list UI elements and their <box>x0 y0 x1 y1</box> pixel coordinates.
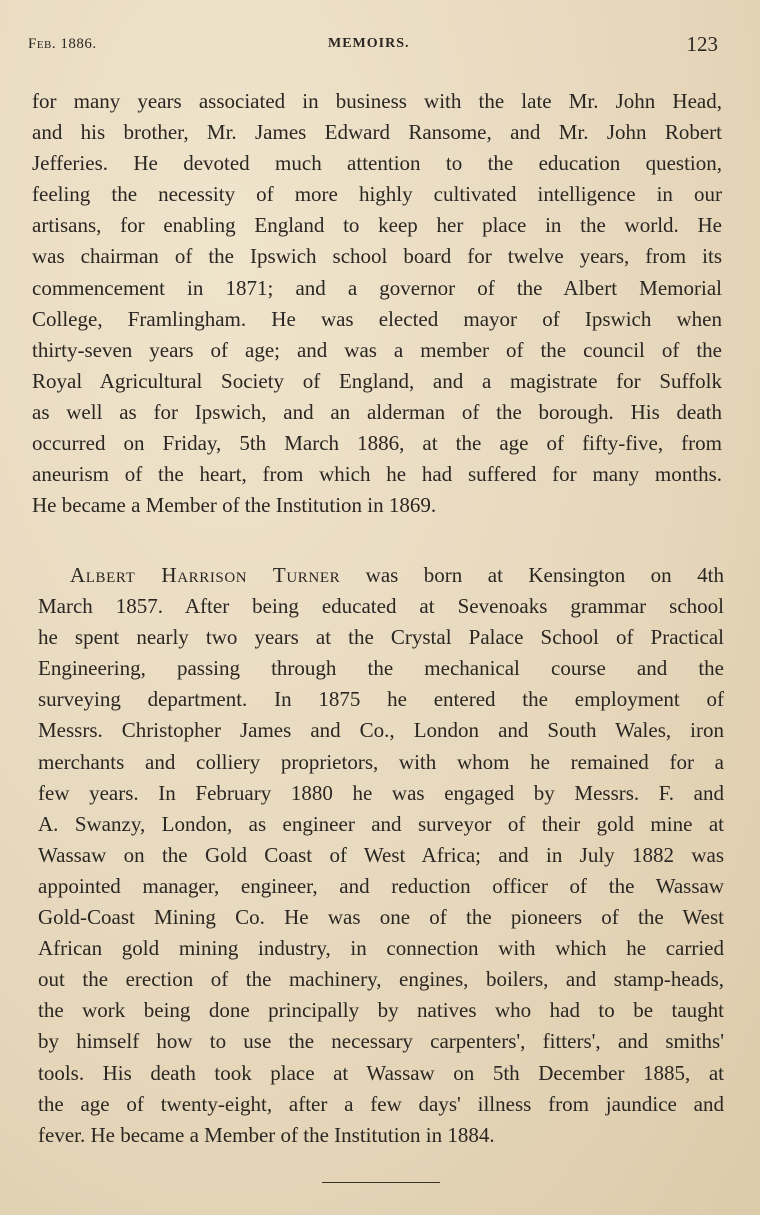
text-line: the work being done principally by natives who had to be taught <box>38 998 724 1023</box>
text-line: out the erection of the machinery, engines, boilers, and stamp-heads, <box>38 967 724 992</box>
header-date: Feb. 1886. <box>28 36 97 52</box>
text-line: Gold-Coast Mining Co. He was one of the pioneers of the West <box>38 905 724 930</box>
text-line: tools. His death took place at Wassaw on 5th December 1885, at <box>38 1060 724 1085</box>
text-line: as well as for Ipswich, and an alderman of the borough. His death <box>32 399 722 424</box>
text-line: few years. In February 1880 he was engaged by Messrs. F. and <box>38 780 724 805</box>
text-line: aneurism of the heart, from which he had suffered for many months. <box>32 462 722 487</box>
text-line: occurred on Friday, 5th March 1886, at the age of fifty-five, from <box>32 431 722 456</box>
text-line: Jefferies. He devoted much attention to the education question, <box>32 151 722 176</box>
text-line: artisans, for enabling England to keep her place in the world. He <box>32 213 722 238</box>
header-section-title: MEMOIRS. <box>328 36 410 51</box>
text-line: Messrs. Christopher James and Co., London and South Wales, iron <box>38 718 724 743</box>
text-line: the age of twenty-eight, after a few days' illness from jaundice and <box>38 1091 724 1116</box>
memoir-subject-name: Albert Harrison Turner <box>70 563 341 587</box>
page-number: 123 <box>686 32 718 56</box>
text-line: Royal Agricultural Society of England, and a magistrate for Suffolk <box>32 368 722 393</box>
text-line: feeling the necessity of more highly cultivated intelligence in our <box>32 182 722 207</box>
text-line: by himself how to use the necessary carpenters', fitters', and smiths' <box>38 1029 724 1054</box>
text-line: thirty-seven years of age; and was a member of the council of the <box>32 337 722 362</box>
text-line: he spent nearly two years at the Crystal Palace School of Practical <box>38 625 724 650</box>
text-line: was chairman of the Ipswich school board for twelve years, from its <box>32 244 722 269</box>
first-line-text: was born at Kensington on 4th <box>365 563 724 587</box>
text-line: Engineering, passing through the mechanical course and the <box>38 656 724 681</box>
memoir-paragraph-2 <box>38 560 724 1151</box>
section-divider-rule <box>322 1182 440 1183</box>
text-line: commencement in 1871; and a governor of the Albert Memorial <box>32 275 722 300</box>
text-line: for many years associated in business with the late Mr. John Head, <box>32 89 722 113</box>
running-header <box>28 30 718 70</box>
text-line: College, Framlingham. He was elected mayor of Ipswich when <box>32 306 722 331</box>
memoir-paragraph-1 <box>32 86 722 521</box>
text-line: March 1857. After being educated at Sevenoaks grammar school <box>38 594 724 619</box>
text-line: appointed manager, engineer, and reduction officer of the Wassaw <box>38 873 724 898</box>
text-line: fever. He became a Member of the Institution in 1884. <box>38 1122 495 1147</box>
text-line: and his brother, Mr. James Edward Ransome, and Mr. John Robert <box>32 120 722 145</box>
text-line: A. Swanzy, London, as engineer and surveyor of their gold mine at <box>38 811 724 836</box>
text-line: Wassaw on the Gold Coast of West Africa; and in July 1882 was <box>38 842 724 867</box>
text-line: African gold mining industry, in connection with which he carried <box>38 936 724 961</box>
text-line: merchants and colliery proprietors, with whom he remained for a <box>38 749 724 774</box>
text-line: He became a Member of the Institution in 1869. <box>32 493 437 518</box>
text-line: surveying department. In 1875 he entered the employment of <box>38 687 724 712</box>
text-line <box>38 560 724 591</box>
